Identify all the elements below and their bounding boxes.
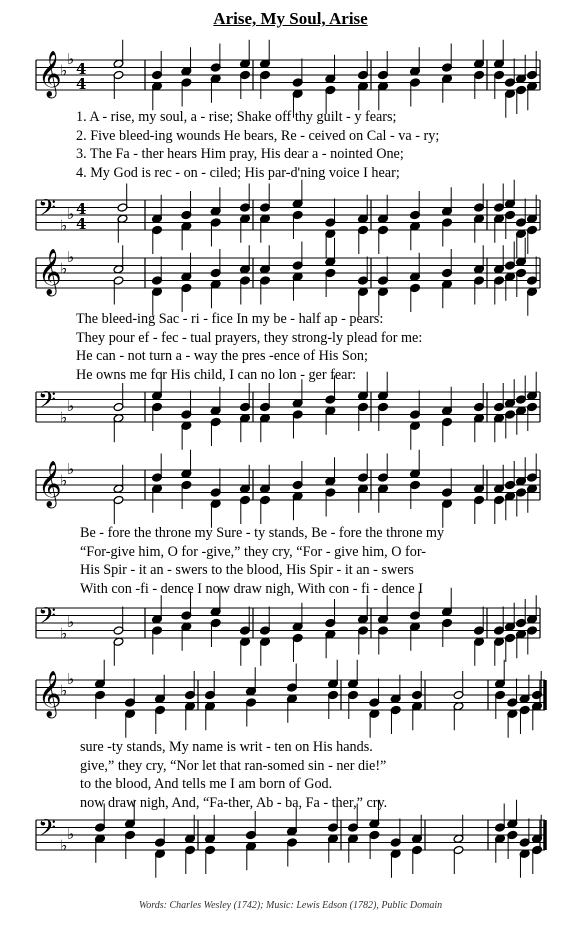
treble-clef-icon: 𝄞 — [38, 461, 62, 507]
flat-icon: ♭ — [60, 61, 68, 80]
bass-clef-icon: 𝄢 — [38, 194, 57, 227]
lyric-line: 3. The Fa - ther hears Him pray, His dear a - nointed One; — [76, 146, 404, 163]
lyric-line: “For-give him, O for -give,” they cry, “For - give him, O for- — [80, 543, 427, 560]
flat-icon: ♭ — [67, 397, 75, 415]
bass-clef-icon: 𝄢 — [38, 386, 57, 419]
bass-clef-icon: 𝄢 — [38, 814, 57, 847]
lyric-line: The bleed-ing Sac - ri - fice In my be - half ap - pears: — [76, 311, 384, 327]
time-signature: 4 — [76, 200, 87, 218]
lyric-line: His Spir - it an - swers to the blood, His Spir - it an - swers — [80, 562, 414, 579]
lyrics-block-3 — [80, 524, 444, 598]
lyric-line: 2. Five bleed-ing wounds He bears, Re - ceived on Cal - va - ry; — [76, 127, 440, 144]
lyric-line: He owns me for His child, I can no lon - ger fear: — [76, 366, 357, 383]
lyric-line: to the blood, And tells me I am born of God. — [80, 776, 333, 793]
time-signature: 4 — [76, 215, 87, 233]
treble-clef-icon: 𝄞 — [38, 51, 62, 97]
lyrics-block-2 — [76, 310, 422, 384]
credit-line: Words: Charles Wesley (1742); Music: Lewis Edson (1782), Public Domain — [138, 900, 443, 911]
lyric-line: Be - fore the throne my Sure - ty stands, Be - fore the throne my — [80, 525, 445, 541]
lyric-line: They pour ef - fec - tual prayers, they strong-ly plead for me: — [76, 329, 423, 346]
lyrics-block-4 — [80, 738, 387, 812]
lyric-line: 1. A - rise, my soul, a - rise; Shake off thy guilt - y fears; — [76, 109, 397, 125]
flat-icon: ♭ — [60, 624, 68, 643]
time-signature: 4 — [76, 75, 87, 93]
flat-icon: ♭ — [60, 681, 68, 700]
flat-icon: ♭ — [60, 216, 68, 235]
treble-clef-icon: 𝄞 — [38, 249, 62, 295]
flat-icon: ♭ — [67, 248, 75, 266]
flat-icon: ♭ — [60, 836, 68, 855]
lyric-line: He can - not turn a - way the pres -ence of His Son; — [76, 348, 368, 365]
flat-icon: ♭ — [60, 408, 68, 427]
lyric-line: now draw nigh, And, “Fa-ther, Ab - ba, Fa - ther,” cry. — [80, 794, 388, 811]
lyric-line: give,” they cry, “Nor let that ran-somed sin - ner die!” — [80, 757, 387, 774]
treble-clef-icon: 𝄞 — [38, 671, 62, 717]
lyric-line: With con -fi - dence I now draw nigh, With con - fi - dence I — [80, 580, 423, 597]
flat-icon: ♭ — [67, 825, 75, 843]
lyric-line: sure -ty stands, My name is writ - ten on His hands. — [80, 739, 373, 755]
flat-icon: ♭ — [60, 259, 68, 278]
bass-clef-icon: 𝄢 — [38, 602, 57, 635]
flat-icon: ♭ — [67, 205, 75, 223]
flat-icon: ♭ — [67, 460, 75, 478]
flat-icon: ♭ — [60, 471, 68, 490]
lyrics-block-1 — [76, 108, 439, 182]
lyric-line: 4. My God is rec - on - ciled; His par-d'ning voice I hear; — [76, 164, 400, 181]
flat-icon: ♭ — [67, 50, 75, 68]
time-signature: 4 — [76, 60, 87, 78]
flat-icon: ♭ — [67, 613, 75, 631]
hymn-title: Arise, My Soul, Arise — [213, 9, 368, 28]
flat-icon: ♭ — [67, 670, 75, 688]
